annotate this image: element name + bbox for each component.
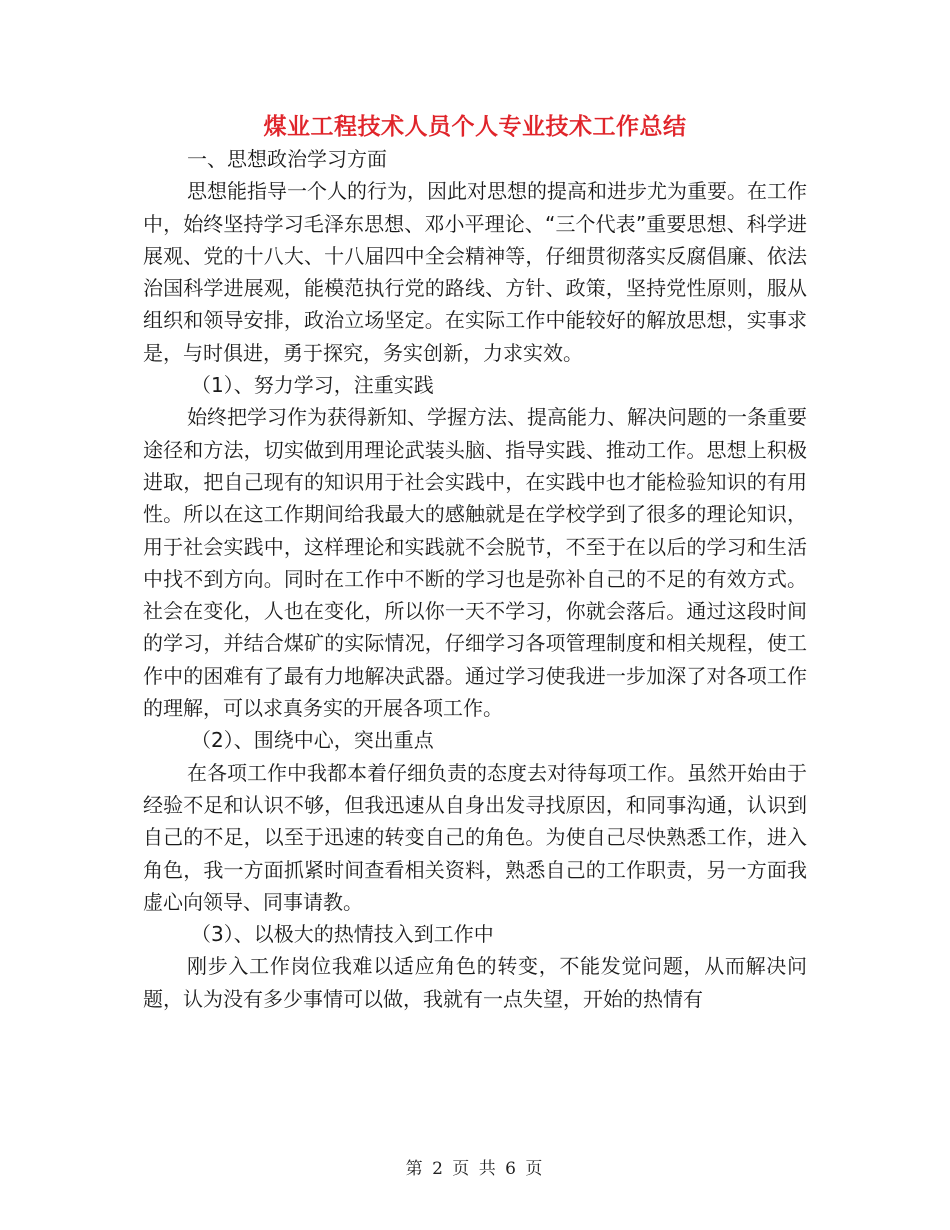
section-heading: 一、思想政治学习方面 <box>187 147 387 171</box>
paragraph: 刚步入工作岗位我难以适应角色的转变，不能发觉问题，从而解决问题，认为没有多少事情可以做，我就有一点失望，开始的热情有 <box>143 954 807 1011</box>
document-title: 煤业工程技术人员个人专业技术工作总结 <box>263 114 687 140</box>
page-number-footer: 第 2 页 共 6 页 <box>405 1159 545 1179</box>
paragraph: 在各项工作中我都本着仔细负责的态度去对待每项工作。虽然开始由于经验不足和认识不够，但我迅速从自身出发寻找原因，和同事沟通，认识到自己的不足，以至于迅速的转变自己的角色。为使自己尽快熟悉工作，进入角色，我一方面抓紧时间查看相关资料，熟悉自己的工作职责，另一方面我虚心向领导、同事请教。 <box>143 760 807 914</box>
subheading: （3）、以极大的热情技入到工作中 <box>191 922 494 947</box>
paragraph: 始终把学习作为获得新知、学握方法、提高能力、解决问题的一条重要途径和方法，切实做到用理论武装头脑、指导实践、推动工作。思想上积极进取，把自己现有的知识用于社会实践中，在实践中也才能检验知识的有用性。所以在这工作期间给我最大的感触就是在学校学到了很多的理论知识，用于社会实践中，这样理论和实践就不会脱节，不至于在以后的学习和生活中找不到方向。同时在工作中不断的学习也是弥补自己的不足的有效方式。社会在变化，人也在变化，所以你一天不学习，你就会落后。通过这段时间的学习，并结合煤矿的实际情况，仔细学习各项管理制度和相关规程，使工作中的困难有了最有力地解决武器。通过学习使我进一步加深了对各项工作的理解，可以求真务实的开展各项工作。 <box>143 405 807 721</box>
document-body <box>143 143 807 1015</box>
subheading: （1）、努力学习，注重实践 <box>191 373 434 398</box>
subheading: （2）、围绕中心，突出重点 <box>191 728 434 753</box>
paragraph: 思想能指导一个人的行为，因此对思想的提高和进步尤为重要。在工作中，始终坚持学习毛泽东思想、邓小平理论、“三个代表”重要思想、科学进展观、党的十八大、十八届四中全会精神等，仔细贯彻落实反腐倡廉、依法治国科学进展观，能模范执行党的路线、方针、政策，坚持党性原则，服从组织和领导安排，政治立场坚定。在实际工作中能较好的解放思想，实事求是，与时俱进，勇于探究，务实创新，力求实效。 <box>143 179 807 365</box>
